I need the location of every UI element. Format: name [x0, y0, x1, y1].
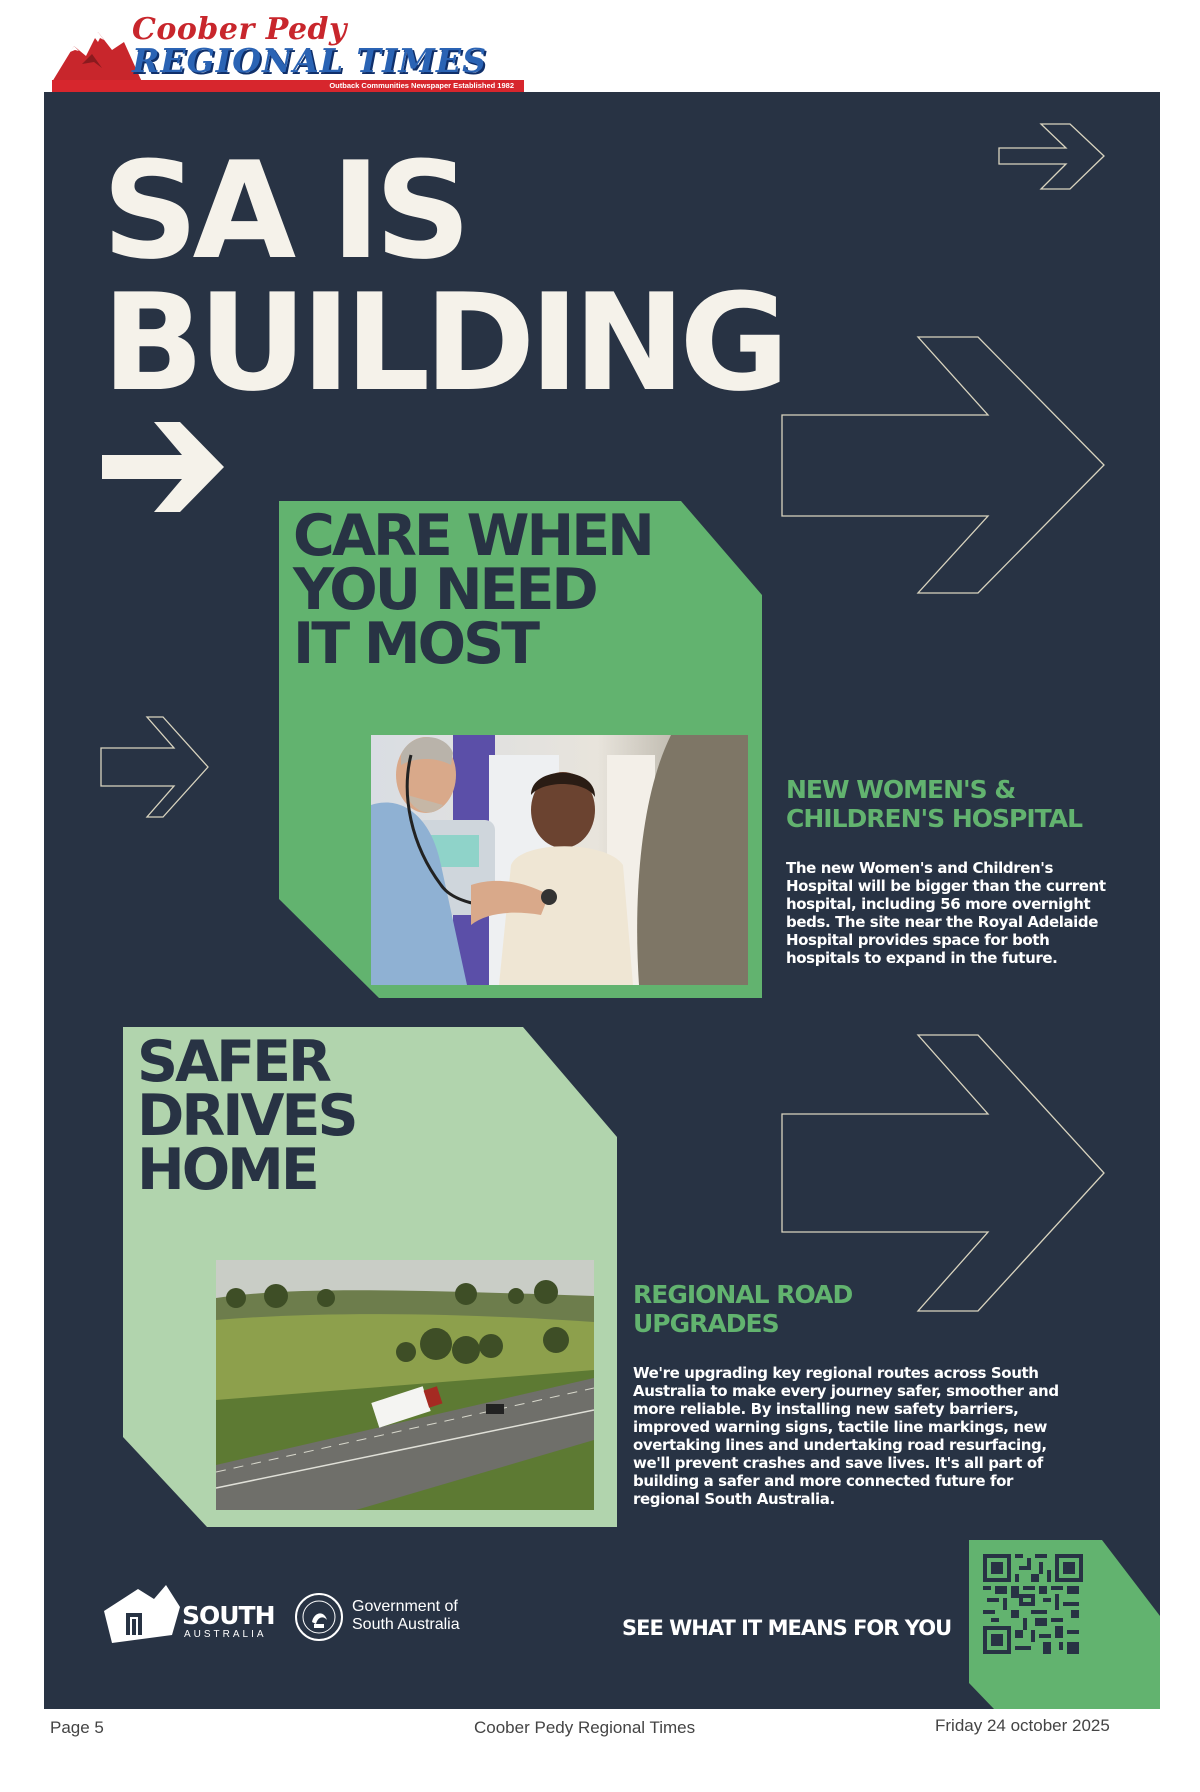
safer-panel	[123, 1027, 617, 1527]
road-body: We're upgrading key regional routes across South Australia to make every journey safer, smoother and more reliable. By installing new safety barriers, improved warning signs, tactile line markings, new overtaking lines and undertaking road resurfacing, we'll prevent crashes and save lives. It's all part of building a safer and more connected future for regional South Australia.	[633, 1364, 1059, 1508]
outline-arrow-icon	[999, 124, 1104, 189]
government-text	[352, 1598, 460, 1634]
safer-title	[137, 1029, 356, 1203]
outline-arrow-icon	[782, 1035, 1104, 1311]
government-logo	[294, 1592, 494, 1642]
hospital-subheading	[786, 775, 1106, 833]
highway-truck-photo	[216, 1260, 594, 1510]
safer-title-line: DRIVES	[137, 1083, 356, 1149]
sa-logo-sub: AUSTRALIA	[184, 1629, 267, 1640]
road-subheading	[633, 1280, 1063, 1338]
road-subheading-line: UPGRADES	[633, 1309, 779, 1338]
masthead-tagline: Outback Communities Newspaper Established 1982	[329, 81, 514, 90]
hospital-subheading-line: NEW WOMEN'S &	[786, 775, 1016, 804]
safer-title-line: HOME	[137, 1137, 317, 1203]
sa-logo-word: SOUTH	[182, 1601, 275, 1630]
masthead-bar	[52, 80, 524, 92]
south-australia-logo	[104, 1585, 274, 1647]
government-seal-icon	[294, 1592, 344, 1642]
page-number: Page 5	[50, 1718, 104, 1737]
government-line: Government of	[352, 1598, 458, 1615]
qr-code[interactable]	[983, 1554, 1083, 1654]
road-subheading-line: REGIONAL ROAD	[633, 1280, 853, 1309]
care-title-line: CARE WHEN	[293, 503, 652, 569]
care-title	[293, 503, 652, 677]
masthead-main-title: REGIONAL TIMES	[132, 41, 487, 80]
outline-arrow-icon	[101, 717, 208, 817]
issue-date: Friday 24 october 2025	[935, 1716, 1110, 1735]
care-title-line: IT MOST	[293, 611, 538, 677]
headline-line: SA IS	[102, 133, 466, 289]
masthead-script-title: Coober Pedy	[132, 12, 347, 47]
headline-line: BUILDING	[102, 265, 784, 421]
outline-arrow-icon	[782, 337, 1104, 593]
care-panel	[279, 501, 762, 998]
hospital-body: The new Women's and Children's Hospital will be bigger than the current hospital, including 56 more overnight beds. The site near the Royal Adelaide Hospital provides space for both hospitals to expand in the future.	[786, 859, 1106, 967]
advertisement	[44, 92, 1160, 1709]
safer-title-line: SAFER	[137, 1029, 329, 1095]
care-title-line: YOU NEED	[293, 557, 596, 623]
hospital-subheading-line: CHILDREN'S HOSPITAL	[786, 804, 1083, 833]
hospital-info	[786, 775, 1106, 967]
cta-text: SEE WHAT IT MEANS FOR YOU	[622, 1616, 952, 1640]
sa-house-logo-icon	[104, 1585, 180, 1645]
mountain-logo-icon	[52, 24, 142, 86]
government-line: South Australia	[352, 1616, 460, 1633]
paper-name: Coober Pedy Regional Times	[474, 1718, 696, 1737]
doctor-child-photo	[371, 735, 748, 985]
solid-arrow-icon	[102, 422, 224, 512]
masthead	[52, 10, 532, 90]
road-info	[633, 1280, 1063, 1508]
headline	[102, 133, 784, 421]
